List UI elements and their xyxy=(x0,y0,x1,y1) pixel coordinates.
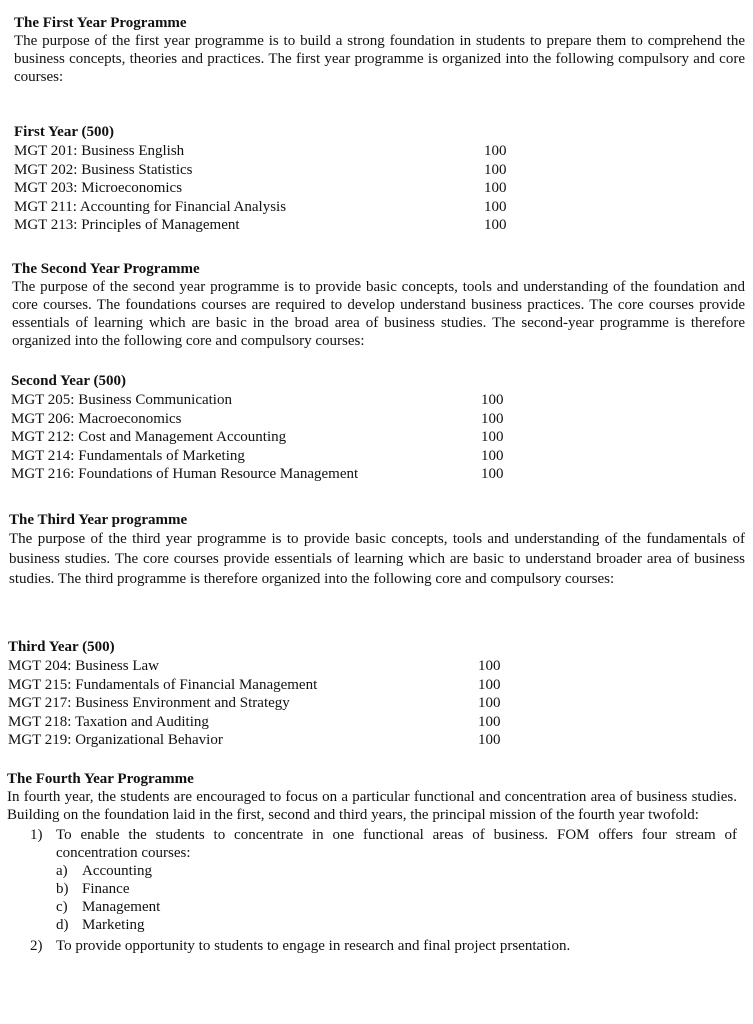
stream-label: Finance xyxy=(82,881,130,897)
course-row xyxy=(8,676,745,695)
course-row xyxy=(8,731,745,750)
mission-list xyxy=(30,826,737,955)
course-marks: 100 xyxy=(478,713,501,730)
course-row xyxy=(8,713,745,732)
section-title: The First Year Programme xyxy=(14,15,187,31)
list-item xyxy=(30,937,737,955)
section-paragraph: The purpose of the second year programme is to provide basic concepts, tools and understanding of the foundation and core courses. The foundations courses are required to develop understand business practices. The core courses provide essentials of learning which are basic in the broad area of business studies. The second-year programme is therefore organized into the following core and compulsory courses: xyxy=(12,279,745,349)
course-row xyxy=(11,428,745,447)
stream-label: Marketing xyxy=(82,917,145,933)
course-name: MGT 201: Business English xyxy=(14,143,185,160)
course-marks: 100 xyxy=(478,732,501,749)
stream-item xyxy=(56,880,737,898)
stream-item xyxy=(56,898,737,916)
list-item-text: To enable the students to concentrate in one functional areas of business. FOM offers four stream of concentration courses: xyxy=(56,827,737,861)
course-row xyxy=(11,410,745,429)
course-name: MGT 217: Business Environment and Strategy xyxy=(8,695,290,712)
course-name: MGT 219: Organizational Behavior xyxy=(8,732,223,749)
third-year-courses xyxy=(8,638,745,750)
course-name: MGT 202: Business Statistics xyxy=(14,161,193,178)
stream-letter: d) xyxy=(56,917,69,933)
course-name: MGT 218: Taxation and Auditing xyxy=(8,713,209,730)
course-marks: 100 xyxy=(478,676,501,693)
course-marks: 100 xyxy=(481,429,504,446)
course-marks: 100 xyxy=(484,217,507,234)
course-row xyxy=(11,391,745,410)
course-marks: 100 xyxy=(484,143,507,160)
course-row xyxy=(14,179,745,198)
course-row xyxy=(11,447,745,466)
course-row xyxy=(14,216,745,235)
stream-label: Accounting xyxy=(82,863,152,879)
stream-item xyxy=(56,916,737,934)
course-name: MGT 215: Fundamentals of Financial Management xyxy=(8,676,318,693)
stream-list xyxy=(56,862,737,934)
course-marks: 100 xyxy=(481,392,504,409)
course-row xyxy=(14,198,745,217)
section-title: The Third Year programme xyxy=(9,512,188,528)
course-name: MGT 204: Business Law xyxy=(8,658,159,675)
list-number: 2) xyxy=(30,938,43,954)
section-paragraph: The purpose of the first year programme is to build a strong foundation in students to prepare them to comprehend the business concepts, theories and practices. The first year programme is organized into the following compulsory and core courses: xyxy=(14,33,745,85)
second-year-section xyxy=(12,260,745,350)
first-year-section xyxy=(14,14,745,86)
course-row xyxy=(11,465,745,484)
course-row xyxy=(8,657,745,676)
section-paragraph: In fourth year, the students are encouraged to focus on a particular functional and concentration area of business studies. Building on the foundation laid in the first, second and third years, the principal mission of the fourth year twofold: xyxy=(7,789,737,823)
list-number: 1) xyxy=(30,827,43,843)
stream-letter: c) xyxy=(56,899,68,915)
course-marks: 100 xyxy=(484,161,507,178)
course-marks: 100 xyxy=(478,695,501,712)
year-heading: First Year (500) xyxy=(14,124,114,140)
section-paragraph: The purpose of the third year programme is to provide basic concepts, tools and understanding of the fundamentals of business studies. The core courses provide essentials of learning which are basic to understand broader area of business studies. The third programme is therefore organized into the following core and compulsory courses: xyxy=(9,531,745,587)
course-name: MGT 203: Microeconomics xyxy=(14,180,183,197)
course-name: MGT 206: Macroeconomics xyxy=(11,410,182,427)
stream-letter: b) xyxy=(56,881,69,897)
stream-letter: a) xyxy=(56,863,68,879)
third-year-section xyxy=(9,511,745,589)
second-year-courses xyxy=(11,372,745,484)
fourth-year-section xyxy=(7,770,737,955)
year-heading: Second Year (500) xyxy=(11,373,126,389)
course-marks: 100 xyxy=(481,410,504,427)
course-name: MGT 205: Business Communication xyxy=(11,392,232,409)
course-name: MGT 216: Foundations of Human Resource Management xyxy=(11,466,359,483)
course-row xyxy=(14,142,745,161)
stream-label: Management xyxy=(82,899,161,915)
course-name: MGT 212: Cost and Management Accounting xyxy=(11,429,287,446)
year-heading: Third Year (500) xyxy=(8,639,115,655)
list-item xyxy=(30,826,737,934)
course-name: MGT 211: Accounting for Financial Analysis xyxy=(14,198,287,215)
section-title: The Second Year Programme xyxy=(12,261,200,277)
course-marks: 100 xyxy=(484,198,507,215)
course-marks: 100 xyxy=(481,447,504,464)
course-row xyxy=(14,161,745,180)
first-year-courses xyxy=(14,123,745,235)
course-marks: 100 xyxy=(481,466,504,483)
course-marks: 100 xyxy=(478,658,501,675)
section-title: The Fourth Year Programme xyxy=(7,771,194,787)
course-name: MGT 213: Principles of Management xyxy=(14,217,240,234)
stream-item xyxy=(56,862,737,880)
course-name: MGT 214: Fundamentals of Marketing xyxy=(11,447,245,464)
course-row xyxy=(8,694,745,713)
list-item-text: To provide opportunity to students to engage in research and final project prsentation. xyxy=(56,938,571,954)
course-marks: 100 xyxy=(484,180,507,197)
